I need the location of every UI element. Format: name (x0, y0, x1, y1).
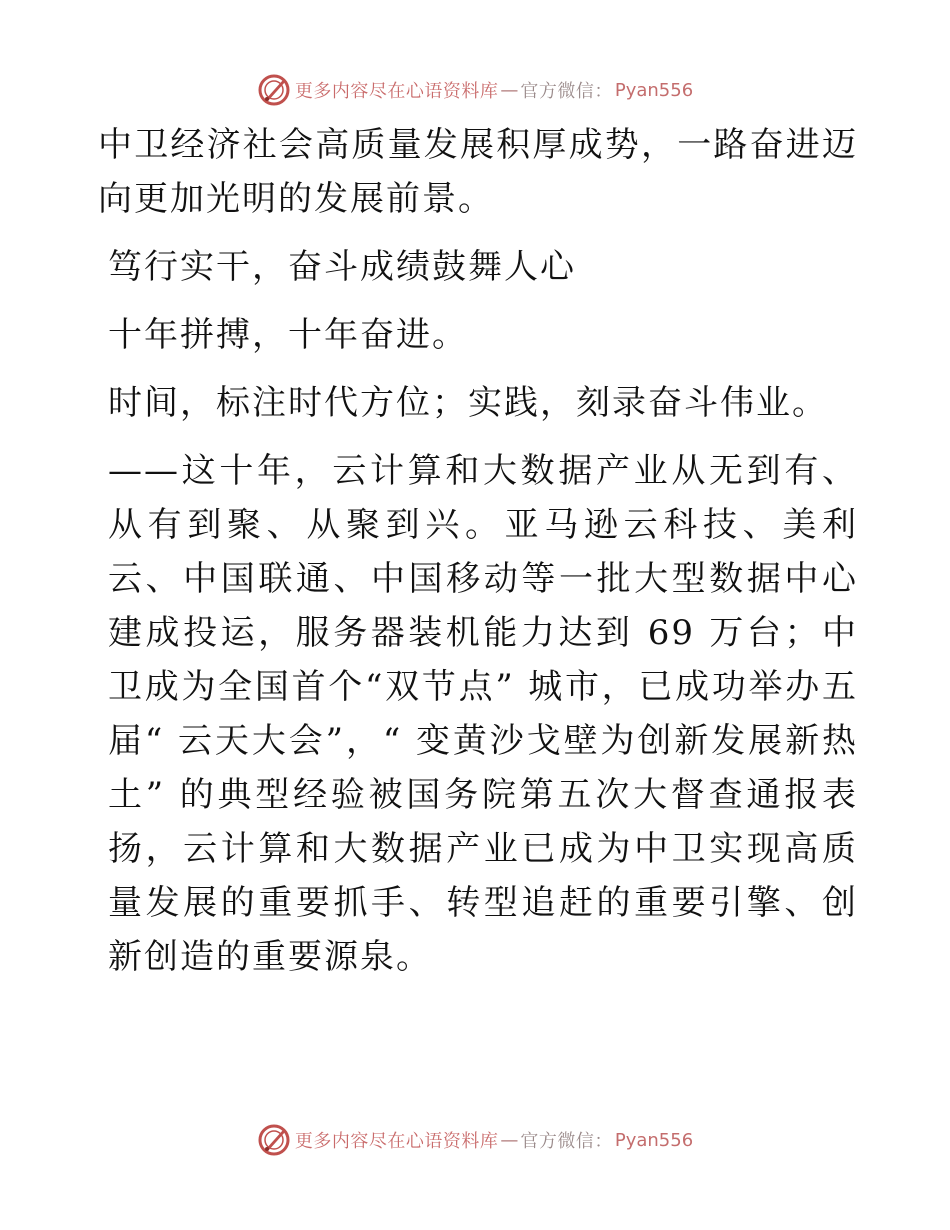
watermark-handle: Pyan556 (614, 79, 694, 101)
watermark-text: 更多内容尽在心语资料库 (294, 81, 499, 102)
paragraph-intro: 中卫经济社会高质量发展积厚成势，一路奋进迈向更加光明的发展前景。 (98, 125, 858, 219)
paragraph-decade: 十年拼搏，十年奋进。 (108, 315, 468, 355)
paragraph-time: 时间，标注时代方位；实践，刻录奋斗伟业。 (108, 383, 828, 423)
quill-pen-logo-icon (257, 1123, 291, 1157)
header-watermark (0, 72, 950, 108)
quill-pen-logo-icon (257, 73, 291, 107)
watermark-official-label: 官方微信： (520, 1131, 613, 1152)
watermark-dash: — (500, 79, 519, 101)
paragraph-cloud-computing: ——这十年，云计算和大数据产业从无到有、从有到聚、从聚到兴。亚马逊云科技、美利云、中国联通、中国移动等一批大型数据中心建成投运，服务器装机能力达到 69 万台；中卫成为全国首个“双节点” 城市，已成功举办五届“ 云天大会”，“ 变黄沙戈壁为创新发展新热土” 的典型经验被国务院第五次大督查通报表扬，云计算和大数据产业已成为中卫实现高质量发展的重要抓手、转型追赶的重要引擎、创新创造的重要源泉。 (108, 451, 858, 977)
document-body (98, 118, 858, 998)
section-heading: 笃行实干，奋斗成绩鼓舞人心 (108, 247, 576, 287)
watermark-text: 更多内容尽在心语资料库 (294, 1131, 499, 1152)
footer-watermark (0, 1122, 950, 1158)
watermark-official-label: 官方微信： (520, 81, 613, 102)
watermark-handle: Pyan556 (614, 1129, 694, 1151)
watermark-dash: — (500, 1129, 519, 1151)
